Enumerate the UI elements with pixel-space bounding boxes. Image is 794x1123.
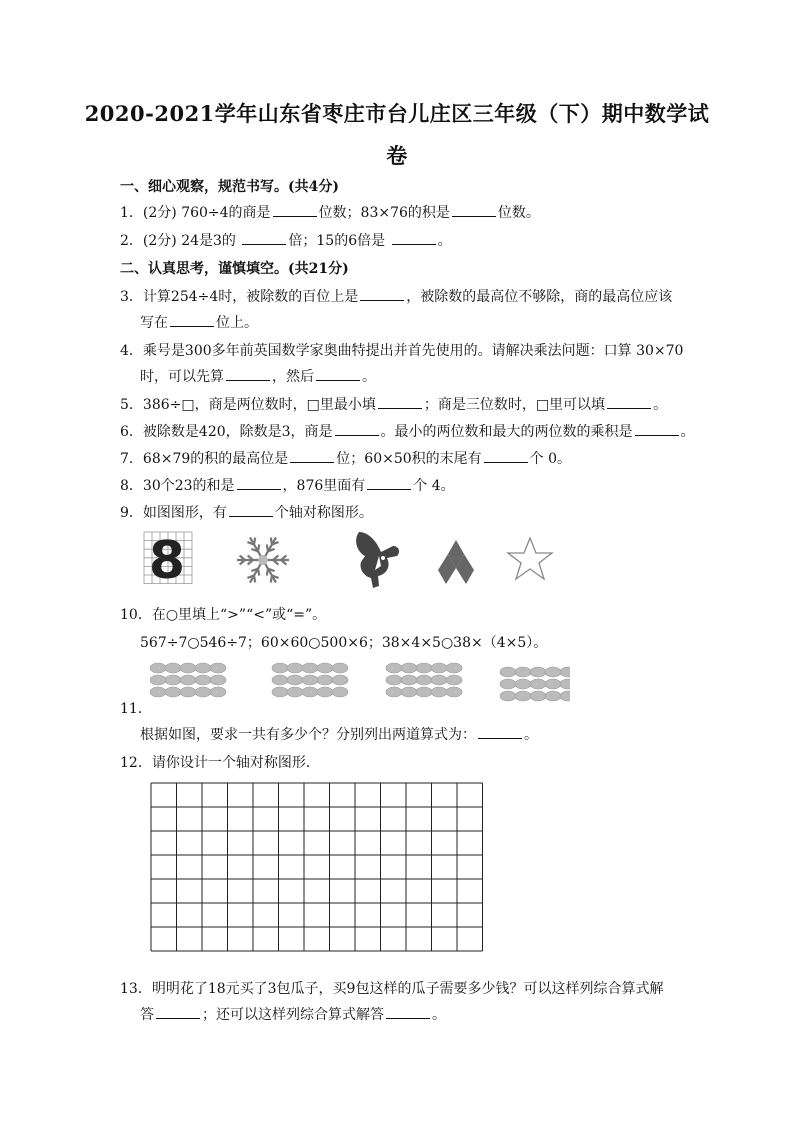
q10-text-b: 567÷7○546÷7；60×60○500×6；38×4×5○38×（4×5）。 bbox=[140, 635, 548, 651]
q3-text-d: 位上。 bbox=[216, 315, 258, 331]
q10-text-a: 10．在○里填上“>”“<”或“=”。 bbox=[120, 607, 327, 623]
question-10-cont bbox=[140, 632, 547, 652]
q6-text-c: 。 bbox=[680, 424, 695, 440]
question-6 bbox=[120, 421, 695, 441]
answer-blank[interactable] bbox=[237, 475, 281, 490]
exam-title-line2: 卷 bbox=[386, 143, 408, 168]
q6-text-b: 。最小的两位数和最大的两位数的乘积是 bbox=[380, 424, 633, 440]
question-4-cont bbox=[140, 366, 376, 386]
q7-text-c: 个 0。 bbox=[529, 451, 571, 467]
q9-text-a: 9．如图图形，有 bbox=[120, 505, 227, 521]
question-1 bbox=[120, 202, 540, 222]
question-9 bbox=[120, 502, 373, 522]
answer-blank[interactable] bbox=[156, 1004, 200, 1019]
symmetry-figures bbox=[140, 528, 570, 594]
q6-text-a: 6．被除数是420，除数是3，商是 bbox=[120, 424, 333, 440]
q7-text-a: 7．68×79的积的最高位是 bbox=[120, 451, 289, 467]
grain-group bbox=[272, 663, 348, 697]
three-diamonds-figure bbox=[438, 540, 474, 584]
symmetry-figures-svg bbox=[140, 528, 570, 590]
q11-text-b: 根据如图，要求一共有多少个？分别列出两道算式为： bbox=[140, 727, 476, 743]
question-11-cont bbox=[140, 724, 538, 744]
q1-text-b: 位数；83×76的积是 bbox=[318, 205, 450, 221]
q4-text-d: 。 bbox=[362, 369, 376, 385]
q12-text: 12．请你设计一个轴对称图形． bbox=[120, 755, 320, 771]
q9-text-b: 个轴对称图形。 bbox=[274, 505, 373, 521]
q7-text-b: 位；60×50积的末尾有 bbox=[336, 451, 482, 467]
grain-group bbox=[150, 663, 226, 697]
q4-text-a: 4．乘号是300多年前英国数学家奥曲特提出并首先使用的。请解决乘法问题：口算 30×70 bbox=[120, 343, 684, 359]
q11-number: 11． bbox=[120, 701, 152, 717]
q3-text-a: 3．计算254÷4时，被除数的百位上是 bbox=[120, 289, 359, 305]
q13-text-c: ；还可以这样列综合算式解答 bbox=[202, 1007, 384, 1023]
question-4 bbox=[120, 340, 683, 360]
answer-blank[interactable] bbox=[392, 230, 436, 245]
grain-group bbox=[386, 663, 462, 697]
q5-text-a: 5．386÷□，商是两位数时，□里最小填 bbox=[120, 397, 376, 413]
question-8 bbox=[120, 475, 455, 495]
grain-groups-svg bbox=[150, 660, 570, 704]
q13-text-d: 。 bbox=[432, 1007, 446, 1023]
q5-text-b: ；商是三位数时，□里可以填 bbox=[423, 397, 606, 413]
question-3-cont bbox=[140, 312, 258, 332]
answer-blank[interactable] bbox=[360, 286, 404, 301]
q3-text-c: 写在 bbox=[140, 315, 168, 331]
question-11 bbox=[120, 698, 152, 718]
bunny-logo-figure bbox=[356, 532, 399, 588]
q2-text-b: 倍；15的6倍是 bbox=[288, 233, 390, 249]
design-grid-svg[interactable] bbox=[150, 782, 484, 954]
q5-text-c: 。 bbox=[653, 397, 668, 413]
answer-blank[interactable] bbox=[242, 230, 286, 245]
answer-blank[interactable] bbox=[316, 366, 360, 381]
question-12 bbox=[120, 752, 320, 772]
answer-blank[interactable] bbox=[290, 448, 334, 463]
digit-eight-glyph: 8 bbox=[148, 531, 186, 590]
answer-blank[interactable] bbox=[367, 475, 411, 490]
digit-eight-figure bbox=[144, 531, 192, 590]
answer-blank[interactable] bbox=[484, 448, 528, 463]
question-3 bbox=[120, 286, 672, 306]
design-grid[interactable] bbox=[150, 782, 484, 958]
question-13-cont bbox=[140, 1004, 446, 1024]
q8-text-b: ，876里面有 bbox=[282, 478, 366, 494]
q3-text-b: ，被除数的最高位不够除，商的最高位应该 bbox=[406, 289, 673, 305]
answer-blank[interactable] bbox=[226, 366, 270, 381]
q2-text-c: 。 bbox=[437, 233, 452, 249]
answer-blank[interactable] bbox=[478, 724, 522, 739]
answer-blank[interactable] bbox=[607, 394, 651, 409]
grain-group bbox=[500, 667, 570, 701]
question-10 bbox=[120, 604, 326, 624]
q4-text-c: ，然后 bbox=[272, 369, 314, 385]
snowflake-figure bbox=[237, 537, 289, 582]
question-7 bbox=[120, 448, 571, 468]
answer-blank[interactable] bbox=[378, 394, 422, 409]
q1-text-c: 位数。 bbox=[497, 205, 540, 221]
answer-blank[interactable] bbox=[170, 312, 214, 327]
answer-blank[interactable] bbox=[452, 202, 496, 217]
q8-text-a: 8．30个23的和是 bbox=[120, 478, 235, 494]
q13-text-a: 13．明明花了18元买了3包瓜子，买9包这样的瓜子需要多少钱？可以这样列综合算式解 bbox=[120, 981, 664, 997]
answer-blank[interactable] bbox=[386, 1004, 430, 1019]
section-2-heading: 二、认真思考，谨慎填空。(共21分) bbox=[120, 261, 349, 277]
grain-groups-figure bbox=[150, 660, 570, 708]
q8-text-c: 个 4。 bbox=[413, 478, 455, 494]
q11-text-c: 。 bbox=[524, 727, 538, 743]
exam-title-line1: 2020-2021学年山东省枣庄市台儿庄区三年级（下）期中数学试 bbox=[84, 101, 710, 126]
q13-text-b: 答 bbox=[140, 1007, 154, 1023]
question-2 bbox=[120, 230, 452, 250]
answer-blank[interactable] bbox=[229, 502, 273, 517]
star-figure bbox=[508, 538, 552, 579]
q4-text-b: 时，可以先算 bbox=[140, 369, 224, 385]
q1-text-a: 1．(2分) 760÷4的商是 bbox=[120, 205, 271, 221]
section-1-heading: 一、细心观察，规范书写。(共4分) bbox=[120, 179, 339, 195]
q2-text-a: 2．(2分) 24是3的 bbox=[120, 233, 241, 249]
question-13 bbox=[120, 978, 663, 998]
answer-blank[interactable] bbox=[635, 421, 679, 436]
answer-blank[interactable] bbox=[273, 202, 317, 217]
answer-blank[interactable] bbox=[335, 421, 379, 436]
question-5 bbox=[120, 394, 667, 414]
